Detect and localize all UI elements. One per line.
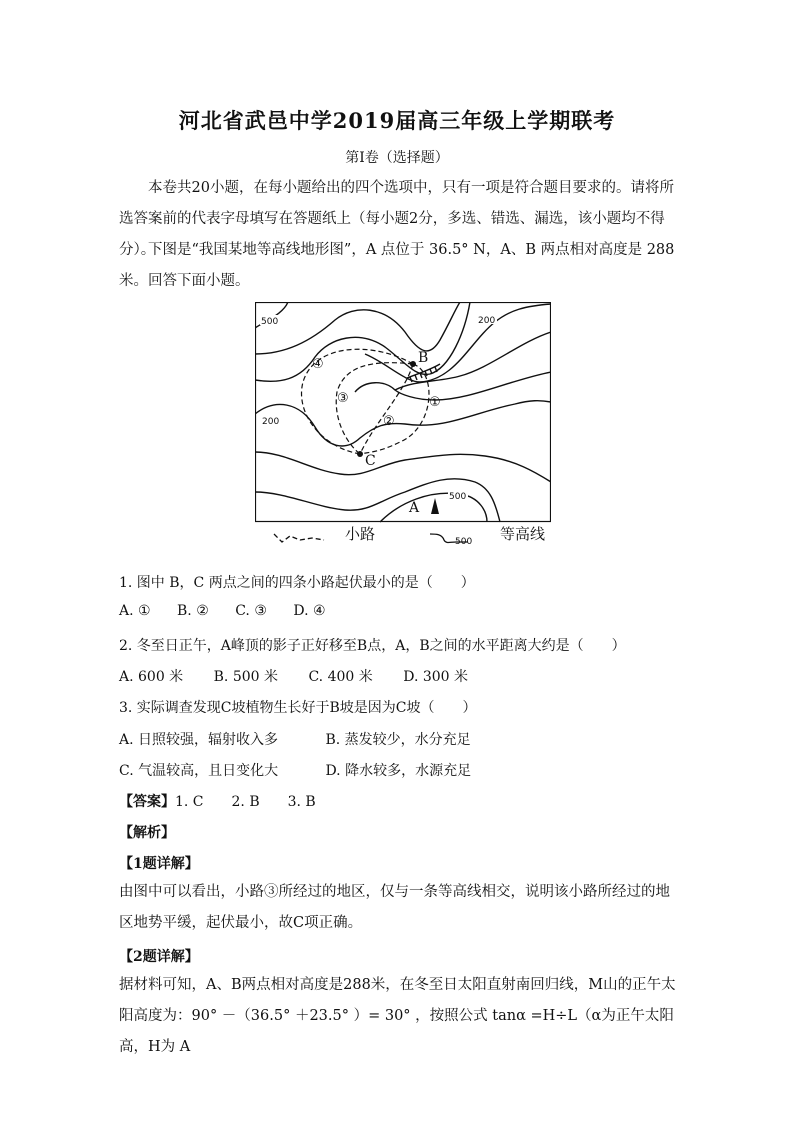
q2-detail-text: 据材料可知，A、B两点相对高度是288米，在冬至日太阳直射南回归线，M山的正午太阳高度为：90° －（36.5° ＋23.5° ）= 30° ，按照公式 tanα =H÷L（α为正午太阳高，H为 A [119, 977, 676, 1055]
q2-option-b: B. 500 米 [213, 669, 279, 685]
q1-detail-text: 由图中可以看出，小路③所经过的地区，仅与一条等高线相交，说明该小路所经过的地区地势平缓，起伏最小，故C项正确。 [119, 884, 670, 931]
q2-option-c: C. 400 米 [308, 669, 373, 685]
q3-option-row-2 [119, 760, 493, 780]
point-b-marker [410, 361, 416, 367]
page-title: 河北省武邑中学2019届高三年级上学期联考 [178, 108, 616, 133]
route-label-4: ④ [312, 357, 324, 372]
contour-label-500-bottom: 500 [449, 492, 467, 502]
section-subtitle: 第I卷（选择题） [345, 150, 449, 166]
answer-label: 【答案】 [119, 794, 175, 810]
q1-option-a: A. ① [119, 603, 151, 619]
q3-option-a: A. 日照较强，辐射收入多 [119, 732, 279, 748]
q2-detail-label: 【2题详解】 [119, 949, 199, 965]
contour-label-500-top: 500 [261, 317, 279, 327]
legend-contour-value: 500 [455, 537, 473, 547]
contour-label-200-top: 200 [478, 316, 496, 326]
question-2-options [119, 666, 490, 686]
peak-a-label: A [409, 500, 420, 516]
map-frame [256, 303, 551, 522]
question-2-stem: 2. 冬至日正午，A峰顶的影子正好移至B点，A，B之间的水平距离大约是（ ） [119, 638, 626, 654]
legend-contour-label: 等高线 [500, 525, 546, 543]
q1-option-b: B. ② [177, 603, 209, 619]
question-1-stem: 1. 图中 B，C 两点之间的四条小路起伏最小的是（ ） [119, 575, 475, 591]
q1-option-d: D. ④ [293, 603, 326, 619]
route-label-2: ② [383, 414, 395, 429]
legend-path-icon [272, 528, 332, 548]
q3-option-d: D. 降水较多，水源充足 [325, 763, 472, 779]
q3-option-b: B. 蒸发较少，水分充足 [325, 732, 471, 748]
point-c-marker [357, 451, 363, 457]
contour-label-200-left: 200 [262, 417, 280, 427]
instructions-paragraph: 本卷共20小题，在每小题给出的四个选项中，只有一项是符合题目要求的。请将所选答案前的代表字母填写在答题纸上（每小题2分，多选、错选、漏选，该小题均不得分）。 [119, 180, 674, 258]
q2-option-d: D. 300 米 [403, 669, 469, 685]
legend-contour-icon [428, 528, 490, 548]
q1-detail-label: 【1题详解】 [119, 856, 199, 872]
analysis-label: 【解析】 [119, 825, 175, 841]
point-b-label: B [418, 350, 429, 366]
legend-path-label: 小路 [345, 525, 376, 543]
route-label-3: ③ [337, 391, 349, 406]
answer-text: 1. C 2. B 3. B [175, 794, 316, 810]
map-intro-paragraph: 下图是“我国某地等高线地形图”，A 点位于 36.5° N，A、B 两点相对高度是 288 米。回答下面小题。 [119, 242, 675, 289]
question-3-stem: 3. 实际调查发现C坡植物生长好于B坡是因为C坡（ ） [119, 700, 477, 716]
q3-option-c: C. 气温较高，且日变化大 [119, 763, 279, 779]
route-label-1: ① [429, 395, 441, 410]
q2-option-a: A. 600 米 [119, 669, 184, 685]
q1-option-c: C. ③ [235, 603, 267, 619]
contour-map [255, 302, 551, 524]
answer-line [119, 791, 316, 811]
question-1-options [119, 603, 348, 619]
q3-option-row-1 [119, 729, 493, 749]
point-c-label: C [365, 453, 376, 469]
